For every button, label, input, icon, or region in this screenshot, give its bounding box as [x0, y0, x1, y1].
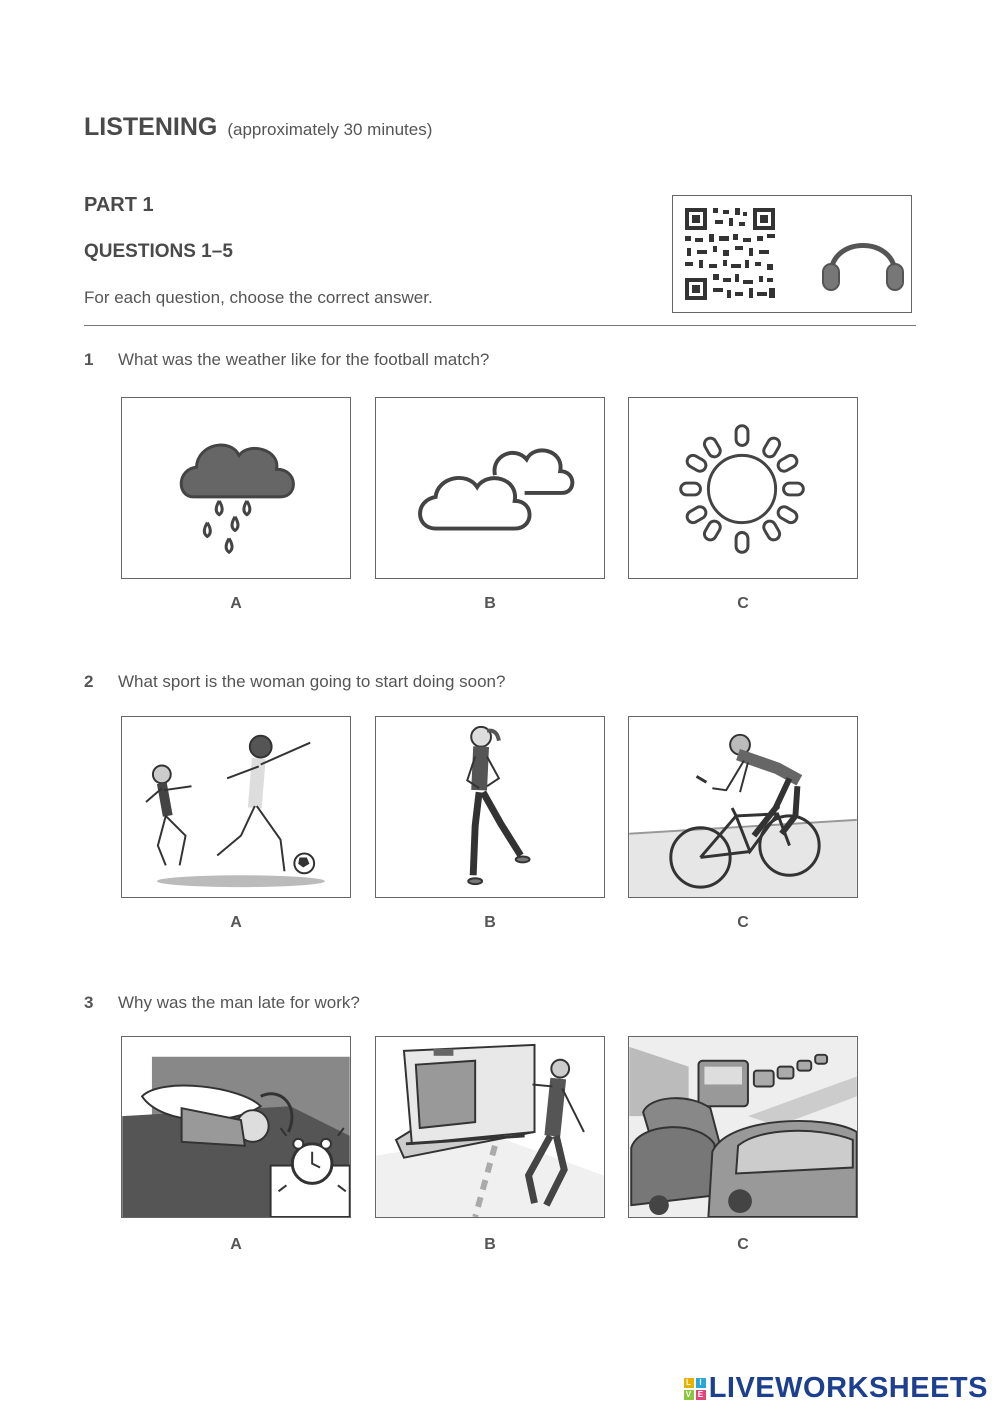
question-text: What sport is the woman going to start doing soon?	[118, 672, 506, 691]
sun-icon	[629, 398, 857, 578]
part-heading: PART 1	[84, 194, 154, 216]
instruction-text: For each question, choose the correct answer.	[84, 288, 433, 307]
section-duration: (approximately 30 minutes)	[227, 120, 433, 139]
logo-text: LIVEWORKSHEETS	[708, 1372, 988, 1404]
section-title	[84, 113, 432, 142]
logo-letter: L	[684, 1378, 694, 1388]
logo-letter: I	[696, 1378, 706, 1388]
q2-option-a-label: A	[230, 914, 242, 931]
traffic-jam-illustration	[629, 1037, 857, 1217]
football-players-illustration	[122, 717, 350, 897]
q3-option-c-label: C	[737, 1236, 749, 1253]
rain-cloud-icon	[122, 398, 350, 578]
missed-bus-illustration	[376, 1037, 604, 1217]
cyclist-illustration	[629, 717, 857, 897]
question-2	[84, 672, 505, 692]
q2-option-b-picture[interactable]	[375, 716, 605, 898]
q2-option-c-picture[interactable]	[628, 716, 858, 898]
liveworksheets-logo[interactable]	[684, 1372, 988, 1405]
q2-option-b-label: B	[484, 914, 496, 931]
q1-option-b-picture[interactable]	[375, 397, 605, 579]
question-number: 2	[84, 672, 94, 691]
q3-option-b-picture[interactable]	[375, 1036, 605, 1218]
q3-option-c-picture[interactable]	[628, 1036, 858, 1218]
running-woman-illustration	[376, 717, 604, 897]
q2-option-a-picture[interactable]	[121, 716, 351, 898]
question-text: Why was the man late for work?	[118, 993, 360, 1012]
headphones-icon	[823, 246, 903, 291]
logo-letter: V	[684, 1390, 694, 1400]
question-1	[84, 350, 489, 370]
audio-box	[672, 195, 912, 313]
section-title-text: LISTENING	[84, 113, 218, 141]
q3-option-a-label: A	[230, 1236, 242, 1253]
logo-letter: E	[696, 1390, 706, 1400]
logo-mark-icon	[684, 1378, 706, 1400]
q2-option-c-label: C	[737, 914, 749, 931]
sleeping-man-alarm-clock-illustration	[122, 1037, 350, 1217]
audio-box-graphic	[673, 196, 913, 314]
q1-option-b-label: B	[484, 595, 496, 612]
q1-option-c-label: C	[737, 595, 749, 612]
q3-option-a-picture[interactable]	[121, 1036, 351, 1218]
header-divider	[84, 325, 916, 326]
qr-code-icon[interactable]	[685, 208, 775, 300]
q1-option-a-label: A	[230, 595, 242, 612]
question-number: 3	[84, 993, 94, 1012]
question-number: 1	[84, 350, 94, 369]
question-range-heading: QUESTIONS 1–5	[84, 241, 233, 262]
question-text: What was the weather like for the football match?	[118, 350, 490, 369]
clouds-icon	[376, 398, 604, 578]
q1-option-a-picture[interactable]	[121, 397, 351, 579]
question-3	[84, 993, 360, 1013]
q3-option-b-label: B	[484, 1236, 496, 1253]
q1-option-c-picture[interactable]	[628, 397, 858, 579]
